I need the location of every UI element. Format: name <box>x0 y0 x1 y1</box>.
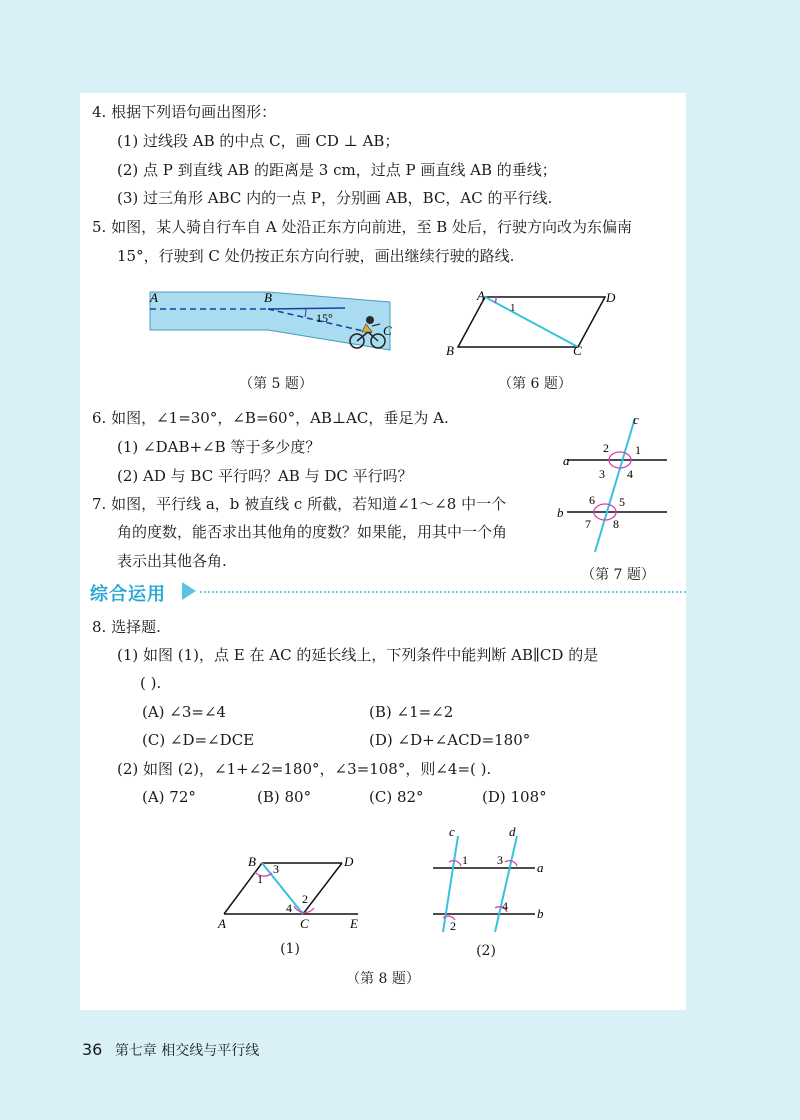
q8-part2-option-d: (D) 108° <box>482 788 547 806</box>
label-4: 4 <box>286 901 292 915</box>
q4-item-2: (2) 点 P 到直线 AB 的距离是 3 cm，过点 P 画直线 AB 的垂线； <box>117 161 557 179</box>
label-c: C <box>383 323 392 338</box>
fig6-caption: （第 6 题） <box>498 376 572 392</box>
label-b: b <box>537 906 544 921</box>
label-b: B <box>264 290 272 305</box>
label-6: 6 <box>589 493 595 507</box>
figure-5 <box>140 280 400 360</box>
label-b: b <box>557 505 564 520</box>
figure-6 <box>440 285 620 360</box>
q6-title: 6. 如图，∠1=30°，∠B=60°，AB⊥AC，垂足为 A. <box>92 409 449 427</box>
east-line <box>268 308 345 309</box>
label-3: 3 <box>497 853 503 867</box>
angle-1-arc <box>449 861 461 866</box>
fig5-caption: （第 5 题） <box>239 376 313 392</box>
chapter-title: 第七章 相交线与平行线 <box>114 1043 260 1059</box>
label-3: 3 <box>273 862 279 876</box>
label-c: C <box>573 343 582 358</box>
label-a: A <box>218 916 226 931</box>
q8-part2-line-1: (2) 如图 (2)，∠1+∠2=180°，∠3=108°，则∠4=( ). <box>117 760 492 778</box>
line-ab <box>224 863 262 914</box>
label-8: 8 <box>613 517 619 531</box>
label-b: B <box>248 854 256 869</box>
q7-line-3: 表示出其他各角. <box>117 552 227 570</box>
line-c <box>595 418 635 552</box>
label-e: E <box>350 916 358 931</box>
q8-part1-line-2: ( ). <box>140 674 162 692</box>
angle-1-arc <box>495 297 496 303</box>
label-1: 1 <box>462 853 468 867</box>
label-7: 7 <box>585 517 591 531</box>
q8-part2-option-a: (A) 72° <box>142 788 196 806</box>
fig8-caption: （第 8 题） <box>346 971 420 987</box>
q6-item-1: (1) ∠DAB+∠B 等于多少度？ <box>117 438 321 456</box>
q8-part1-line-1: (1) 如图 (1)，点 E 在 AC 的延长线上，下列条件中能判断 AB∥CD 的是 <box>117 646 599 664</box>
label-c: C <box>300 916 309 931</box>
play-arrow-icon <box>182 582 196 600</box>
figure-8-2 <box>425 822 565 937</box>
q8-part2-option-c: (C) 82° <box>369 788 424 806</box>
section-divider <box>200 591 686 593</box>
q5-line-2: 15°，行驶到 C 处仍按正东方向行驶，画出继续行驶的路线. <box>117 247 515 265</box>
q7-line-2: 角的度数，能否求出其他角的度数？如果能，用其中一个角 <box>117 523 508 541</box>
label-5: 5 <box>619 495 625 509</box>
figure-8-1 <box>210 848 370 938</box>
q8-part2-option-b: (B) 80° <box>257 788 312 806</box>
label-angle: 15° <box>316 311 333 325</box>
label-a: A <box>150 290 158 305</box>
q7-line-1: 7. 如图，平行线 a，b 被直线 c 所截，若知道∠1～∠8 中一个 <box>92 495 507 513</box>
label-a: a <box>563 453 570 468</box>
fig8-1-subcaption: (1) <box>280 941 300 957</box>
line-c <box>443 836 458 932</box>
label-d: D <box>606 290 616 305</box>
q8-part1-option-b: (B) ∠1=∠2 <box>369 703 454 721</box>
label-4: 4 <box>502 899 508 913</box>
page-footer <box>82 1040 259 1060</box>
label-d: D <box>344 854 354 869</box>
figure-7 <box>555 410 675 560</box>
q8-title: 8. 选择题. <box>92 618 161 636</box>
label-1: 1 <box>510 302 516 314</box>
label-d: d <box>509 824 516 839</box>
q4-title: 4. 根据下列语句画出图形： <box>92 103 277 121</box>
q8-part1-option-d: (D) ∠D+∠ACD=180° <box>369 731 531 749</box>
section-title: 综合运用 <box>90 584 166 605</box>
line-dc <box>303 863 342 914</box>
label-2: 2 <box>603 441 609 455</box>
q8-part1-option-c: (C) ∠D=∠DCE <box>142 731 255 749</box>
label-b: B <box>446 343 454 358</box>
section-header <box>90 578 686 606</box>
q4-item-3: (3) 过三角形 ABC 内的一点 P，分别画 AB，BC，AC 的平行线. <box>117 189 553 207</box>
line-bc <box>262 863 303 914</box>
label-4: 4 <box>627 467 633 481</box>
label-1: 1 <box>635 443 641 457</box>
diagonal-ac <box>485 297 578 347</box>
label-3: 3 <box>599 467 605 481</box>
fig8-2-subcaption: (2) <box>476 943 496 959</box>
label-2: 2 <box>302 892 308 906</box>
q5-line-1: 5. 如图，某人骑自行车自 A 处沿正东方向前进，至 B 处后，行驶方向改为东偏南 <box>92 218 633 236</box>
q6-item-2: (2) AD 与 BC 平行吗？AB 与 DC 平行吗？ <box>117 467 413 485</box>
label-c: c <box>449 824 455 839</box>
q4-item-1: (1) 过线段 AB 的中点 C，画 CD ⊥ AB； <box>117 132 400 150</box>
fig7-caption: （第 7 题） <box>581 567 655 583</box>
label-2: 2 <box>450 919 456 933</box>
label-a: A <box>477 288 485 303</box>
page-number: 36 <box>82 1040 103 1059</box>
line-d <box>495 836 517 932</box>
label-c: c <box>633 412 639 427</box>
q8-part1-option-a: (A) ∠3=∠4 <box>142 703 227 721</box>
label-a: a <box>537 860 544 875</box>
label-1: 1 <box>257 872 263 886</box>
